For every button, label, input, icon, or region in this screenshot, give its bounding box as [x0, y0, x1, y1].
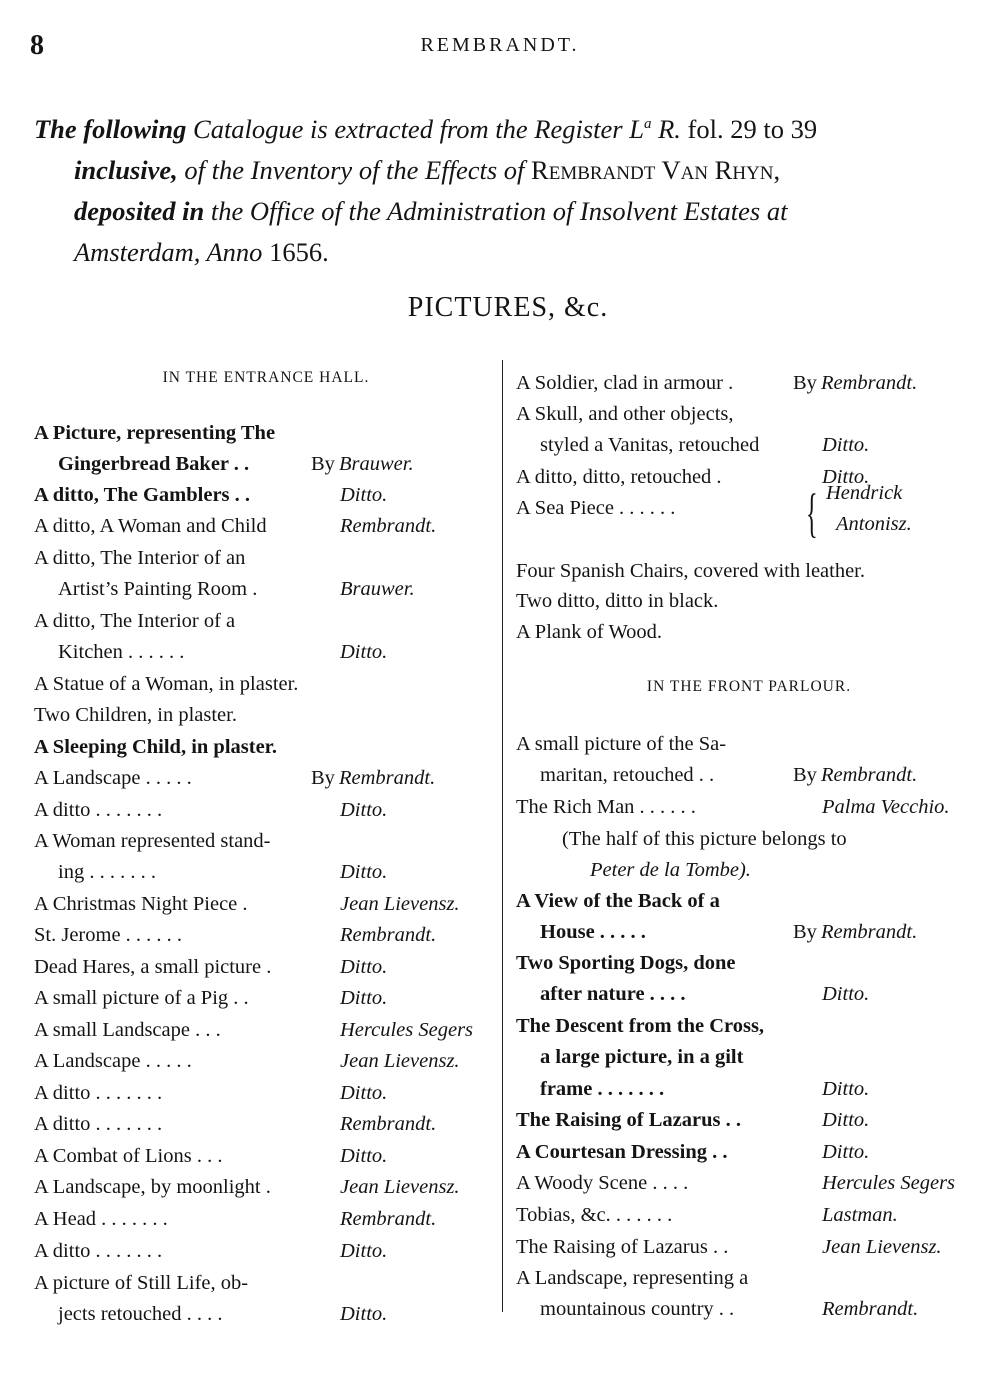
left-entry-line: A ditto, A Woman and Child: [34, 515, 267, 537]
left-entry-line: A Combat of Lions . . .: [34, 1145, 223, 1167]
left-entry-line: A Landscape, by moonlight .: [34, 1176, 271, 1198]
right-entry-line: House . . . . .: [540, 921, 646, 944]
left-entry-line: Gingerbread Baker . .: [58, 453, 250, 476]
left-artist: Brauwer.: [340, 578, 415, 601]
left-entry-line: jects retouched . . . .: [58, 1303, 223, 1326]
left-entry-line: Kitchen . . . . . .: [58, 641, 185, 664]
right-entry-line: A Landscape, representing a: [516, 1267, 749, 1289]
right-entry-line: A Soldier, clad in armour .: [516, 372, 734, 394]
right-artist: Ditto.: [822, 983, 870, 1006]
right-entry-line: A View of the Back of a: [516, 890, 720, 912]
brace-mark: {: [806, 483, 818, 543]
right-by-label: By: [793, 921, 817, 944]
left-artist: Hercules Segers: [340, 1019, 474, 1041]
left-entry-line: A Landscape . . . . .: [34, 1050, 192, 1072]
left-entry-line: Dead Hares, a small picture .: [34, 956, 272, 978]
left-entry-line: A small Landscape . . .: [34, 1019, 221, 1041]
right-entry-line: maritan, retouched . .: [540, 764, 715, 787]
left-entry-line: A ditto . . . . . . .: [34, 1082, 163, 1104]
right-artist: Hercules Segers: [822, 1172, 956, 1194]
left-entry-line: A ditto, The Interior of an: [34, 547, 246, 569]
left-entry-line: A picture of Still Life, ob-: [34, 1272, 249, 1294]
right-entry-line: Four Spanish Chairs, covered with leather.: [516, 560, 866, 582]
left-entry-line: A Head . . . . . . .: [34, 1208, 168, 1230]
right-entry-line: Two ditto, ditto in black.: [516, 590, 719, 612]
right-artist: Jean Lievensz.: [822, 1236, 942, 1258]
left-entry-line: A Picture, representing The: [34, 422, 276, 444]
right-entry-line: after nature . . . .: [540, 983, 686, 1006]
column-divider: [502, 360, 503, 1312]
right-artist: Hendrick: [826, 482, 903, 504]
left-entry-line: A ditto . . . . . . .: [34, 1240, 163, 1262]
right-entry-line: The Rich Man . . . . . .: [516, 796, 696, 818]
left-by-label: By: [311, 767, 335, 789]
right-entry-line: A Courtesan Dressing . .: [516, 1141, 728, 1163]
left-entry-line: A Woman represented stand-: [34, 830, 271, 852]
left-artist: Rembrandt.: [340, 1208, 437, 1230]
right-entry-line: The Raising of Lazarus . .: [516, 1236, 729, 1258]
left-artist: Jean Lievensz.: [340, 1176, 460, 1198]
left-entry-line: A ditto, The Interior of a: [34, 610, 236, 632]
artist-name: Rembrandt Van Rhyn,: [531, 154, 781, 185]
left-artist: Ditto.: [340, 1082, 388, 1104]
right-artist: Ditto.: [822, 1077, 870, 1100]
right-by-label: By: [793, 764, 817, 787]
right-artist: Rembrandt.: [821, 764, 918, 787]
left-entry-line: A Sleeping Child, in plaster.: [34, 736, 278, 758]
right-artist: Ditto.: [822, 1141, 870, 1163]
left-entry-line: Two Children, in plaster.: [34, 704, 237, 726]
left-entry-line: St. Jerome . . . . . .: [34, 924, 183, 946]
register-ref: $L^a$ R.: [629, 113, 681, 144]
left-artist: Rembrandt.: [340, 924, 437, 946]
left-artist: Rembrandt.: [339, 767, 436, 789]
left-artist: Ditto.: [340, 861, 388, 884]
left-entry-line: A small picture of a Pig . .: [34, 987, 249, 1009]
left-artist: Ditto.: [340, 956, 388, 978]
left-entry-line: A ditto . . . . . . .: [34, 1113, 163, 1135]
right-artist: Ditto.: [822, 466, 870, 488]
right-entry-line: A small picture of the Sa-: [516, 733, 727, 755]
right-entry-line: A Woody Scene . . . .: [516, 1172, 689, 1194]
left-by-label: By: [311, 453, 335, 476]
left-heading: IN THE ENTRANCE HALL.: [162, 369, 370, 386]
right-entry-line: frame . . . . . . .: [540, 1077, 665, 1100]
right-artist: Rembrandt.: [821, 372, 918, 394]
right-artist: Rembrandt.: [822, 1298, 919, 1321]
right-entry-line: A Skull, and other objects,: [516, 403, 734, 425]
running-title: REMBRANDT.: [420, 34, 580, 56]
left-artist: Brauwer.: [339, 453, 414, 476]
left-entry-line: A Christmas Night Piece .: [34, 893, 248, 915]
right-entry-line: styled a Vanitas, retouched: [540, 434, 760, 457]
left-artist: Ditto.: [340, 799, 388, 821]
left-artist: Ditto.: [340, 1240, 388, 1262]
left-entry-line: ing . . . . . . .: [58, 861, 156, 884]
left-entry-line: Artist’s Painting Room .: [58, 578, 258, 601]
left-artist: Ditto.: [340, 484, 388, 506]
right-entry-line: The Descent from the Cross,: [516, 1015, 765, 1037]
left-artist: Jean Lievensz.: [340, 893, 460, 915]
left-artist: Ditto.: [340, 641, 388, 664]
right-entry-line: Two Sporting Dogs, done: [516, 952, 736, 974]
left-artist: Jean Lievensz.: [340, 1050, 460, 1072]
right-entry-line: Tobias, &c. . . . . . .: [516, 1204, 673, 1226]
right-entry-line: A Plank of Wood.: [516, 621, 663, 643]
right-artist: Peter de la Tombe).: [590, 859, 751, 881]
left-artist: Ditto.: [340, 987, 388, 1009]
right-entry-line: A ditto, ditto, retouched .: [516, 466, 722, 488]
right-entry-line: mountainous country . .: [540, 1298, 735, 1321]
right-artist: Ditto.: [822, 1109, 870, 1131]
right-artist: Ditto.: [822, 434, 870, 457]
left-entry-line: A Landscape . . . . .: [34, 767, 192, 789]
right-entry-line: (The half of this picture belongs to: [562, 828, 847, 850]
right-heading: IN THE FRONT PARLOUR.: [646, 678, 852, 695]
right-artist: Palma Vecchio.: [822, 796, 950, 818]
right-entry-line: a large picture, in a gilt: [540, 1046, 744, 1069]
left-entry-line: A ditto . . . . . . .: [34, 799, 163, 821]
left-artist: Ditto.: [340, 1145, 388, 1167]
left-entry-line: A ditto, The Gamblers . .: [34, 484, 251, 506]
left-artist: Ditto.: [340, 1303, 388, 1326]
right-artist: Antonisz.: [836, 513, 912, 535]
left-artist: Rembrandt.: [340, 1113, 437, 1135]
left-entry-line: A Statue of a Woman, in plaster.: [34, 673, 299, 695]
intro-lead: The following: [34, 113, 187, 144]
right-by-label: By: [793, 372, 817, 394]
section-title: PICTURES, &c.: [407, 292, 609, 323]
right-entry-line: The Raising of Lazarus . .: [516, 1109, 741, 1131]
left-artist: Rembrandt.: [340, 515, 437, 537]
page-number: 8: [30, 30, 44, 61]
right-entry-line: A Sea Piece . . . . . .: [516, 497, 676, 519]
right-artist: Lastman.: [822, 1204, 898, 1226]
intro-paragraph: The following Catalogue is extracted from the Register $L^a$ R. fol. 29 to 39 inclusive, of the Inventory of the Effects of Rembrandt Van Rhyn, deposited in the Office of the Administration of Insolvent Estates at Amsterdam, Anno 1656.: [34, 113, 818, 267]
right-artist: Rembrandt.: [821, 921, 918, 944]
